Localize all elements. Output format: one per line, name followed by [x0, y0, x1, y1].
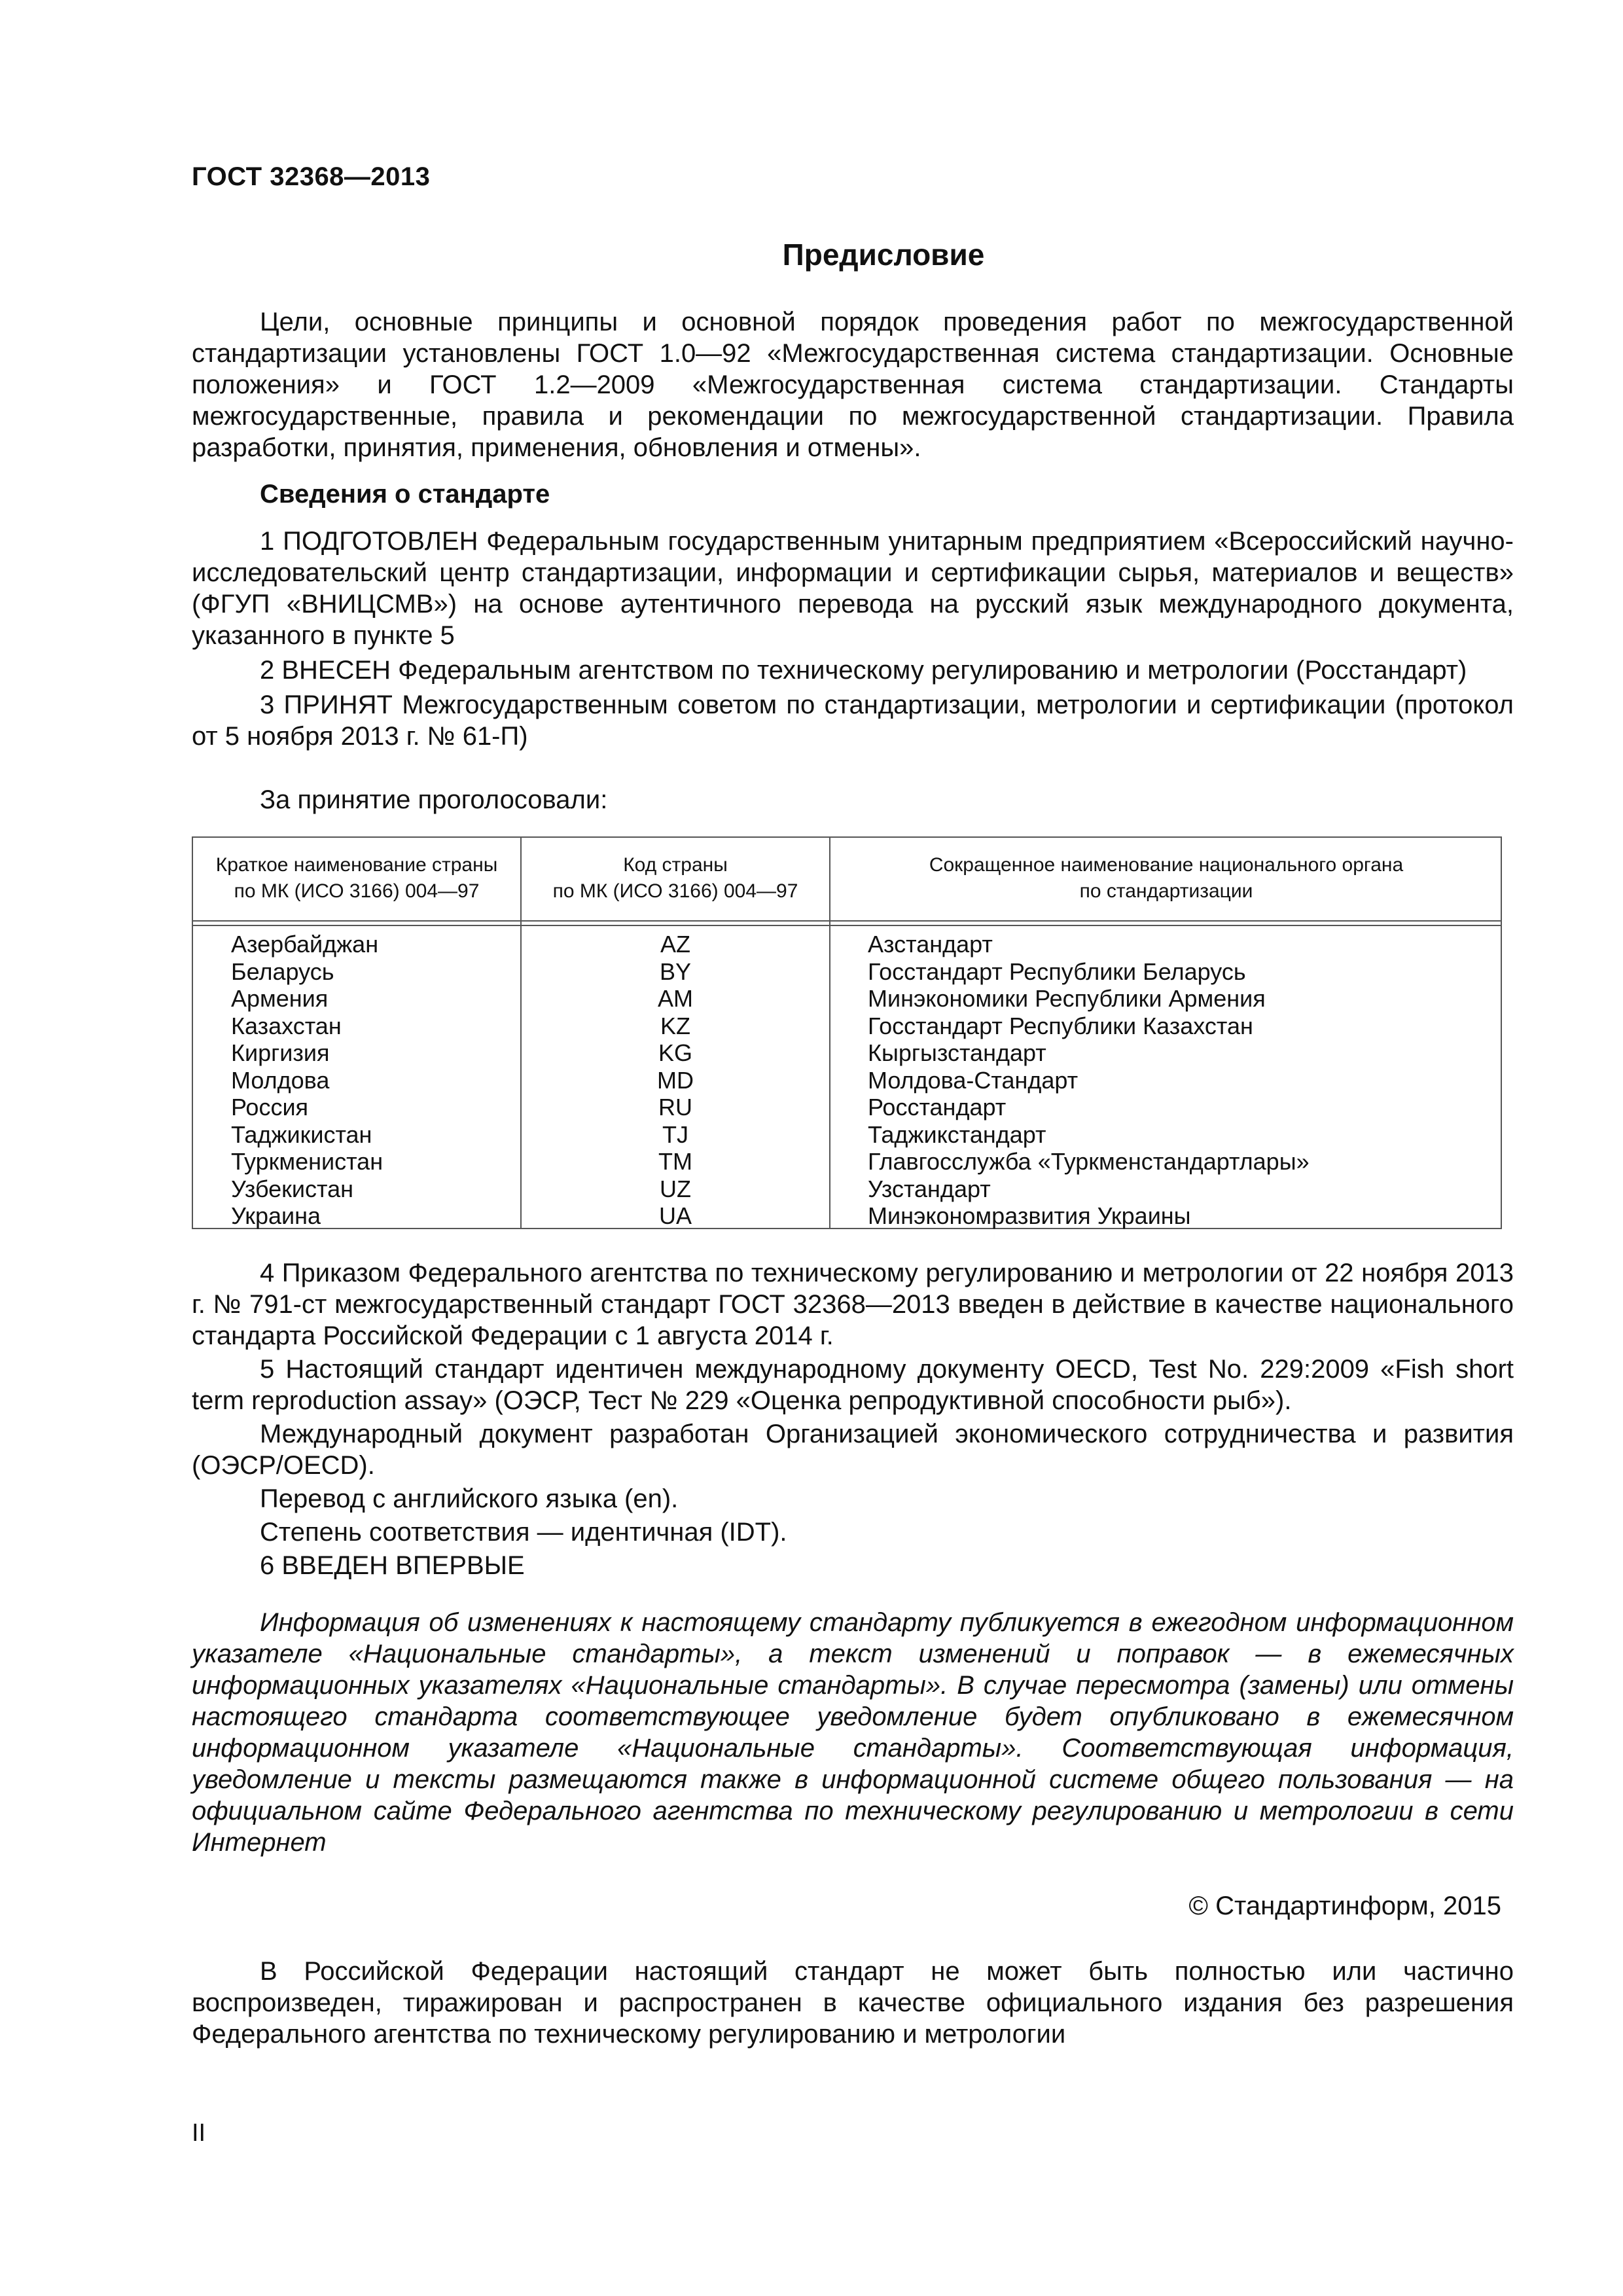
- table-row: [193, 1148, 1501, 1175]
- voting-countries-table: [192, 836, 1502, 1229]
- table-row: [193, 1202, 1501, 1230]
- country-name: Беларусь: [231, 958, 334, 985]
- country-name: Армения: [231, 985, 329, 1012]
- standards-body: Азстандарт: [868, 931, 993, 958]
- copyright: © Стандартинформ, 2015: [1188, 1892, 1501, 1920]
- country-code: TJ: [662, 1121, 688, 1148]
- table-row: [193, 958, 1501, 986]
- country-name: Молдова: [231, 1066, 330, 1094]
- country-code: TM: [658, 1148, 692, 1175]
- item-developer: Международный документ разработан Организацией экономического сотрудничества и развития (ОЭСР/OECD).: [192, 1420, 1514, 1480]
- page-title: Предисловие: [782, 238, 985, 272]
- country-code: KZ: [660, 1012, 690, 1039]
- table-header-rule: [193, 920, 1501, 922]
- country-name: Казахстан: [231, 1012, 342, 1039]
- column-header-country: Краткое наименование страны по МК (ИСО 3166) 004—97: [215, 854, 498, 902]
- table-row: [193, 1013, 1501, 1040]
- item-first-introduced: 6 ВВЕДЕН ВПЕРВЫЕ: [260, 1551, 525, 1580]
- rights-paragraph: В Российской Федерации настоящий стандарт не может быть полностью или частично воспроизведен, тиражирован и распространен в качестве официального издания без разрешения Федерального агентства по техническому регулированию и метрологии: [192, 1957, 1514, 2049]
- change-notice: [192, 1607, 1514, 1858]
- table-row: [193, 1039, 1501, 1067]
- standards-body: Госстандарт Республики Казахстан: [868, 1012, 1253, 1039]
- item-identical: 5 Настоящий стандарт идентичен международному документу OECD, Test No. 229:2009 «Fish short term reproduction assay» (ОЭСР, Тест № 229 «Оценка репродуктивной способности рыб»).: [192, 1355, 1514, 1415]
- country-code: UA: [658, 1202, 692, 1229]
- table-row: [193, 985, 1501, 1013]
- item-submitted: 2 ВНЕСЕН Федеральным агентством по техническому регулированию и метрологии (Росстандарт): [260, 656, 1467, 685]
- country-code: AZ: [660, 931, 690, 958]
- column-header-code: Код страны по МК (ИСО 3166) 004—97: [552, 854, 798, 902]
- table-row: [193, 1121, 1501, 1149]
- country-name: Туркменистан: [231, 1148, 383, 1175]
- standards-body: Таджикстандарт: [868, 1121, 1046, 1148]
- standards-body: Молдова-Стандарт: [868, 1066, 1079, 1094]
- table-row: [193, 1067, 1501, 1094]
- country-name: Таджикистан: [231, 1121, 372, 1148]
- standards-body: Госстандарт Республики Беларусь: [868, 958, 1246, 985]
- standards-body: Узстандарт: [868, 1175, 991, 1202]
- document-code: ГОСТ 32368—2013: [192, 162, 431, 191]
- country-code: KG: [658, 1039, 692, 1066]
- item-translation: Перевод с английского языка (en).: [260, 1484, 679, 1513]
- table-row: [193, 931, 1501, 958]
- standards-body: Кыргызстандарт: [868, 1039, 1046, 1066]
- column-header-organization: Сокращенное наименование национального органа по стандартизации: [929, 854, 1404, 902]
- country-name: Узбекистан: [231, 1175, 354, 1202]
- table-body: [193, 931, 1501, 1230]
- country-name: Киргизия: [231, 1039, 330, 1066]
- country-name: Россия: [231, 1094, 309, 1121]
- country-name: Азербайджан: [231, 931, 379, 958]
- country-code: AM: [658, 985, 693, 1012]
- page-number: II: [192, 2119, 206, 2147]
- item-degree: Степень соответствия — идентичная (IDT).: [260, 1518, 787, 1547]
- table-row: [193, 1175, 1501, 1203]
- intro-section: [192, 306, 1514, 463]
- item-adopted: 3 ПРИНЯТ Межгосударственным советом по стандартизации, метрологии и сертификации (протокол от 5 ноября 2013 г. № 61-П): [192, 691, 1514, 751]
- country-code: BY: [659, 958, 692, 985]
- standard-info-section: [192, 526, 1514, 755]
- section-heading: Сведения о стандарте: [260, 480, 550, 509]
- rights-section: [192, 1956, 1514, 2050]
- standards-body: Главгосслужба «Туркменстандартлары»: [868, 1148, 1310, 1175]
- standards-body: Росстандарт: [868, 1094, 1007, 1121]
- country-name: Украина: [231, 1202, 321, 1229]
- voted-label: За принятие проголосовали:: [260, 785, 608, 814]
- standards-body: Минэкономики Республики Армения: [868, 985, 1266, 1012]
- country-code: UZ: [660, 1175, 691, 1202]
- enactment-section: [192, 1257, 1514, 1583]
- change-notice-text: Информация об изменениях к настоящему стандарту публикуется в ежегодном информационном указателе «Национальные стандарты», а текст изменений и поправок — в ежемесячных информационных указателях «Национальные стандарты». В случае пересмотра (замены) или отмены настоящего стандарта соответствующее уведомление будет опубликовано в ежемесячном информационном указателе «Национальные стандарты». Соответствующая информация, уведомление и тексты размещаются также в информационной системе общего пользования — на официальном сайте Федерального агентства по техническому регулированию и метрологии в сети Интернет: [192, 1608, 1514, 1857]
- table-row: [193, 1094, 1501, 1121]
- country-code: MD: [657, 1066, 694, 1094]
- intro-paragraph: Цели, основные принципы и основной порядок проведения работ по межгосударственной стандартизации установлены ГОСТ 1.0—92 «Межгосударственная система стандартизации. Основные положения» и ГОСТ 1.2—2009 «Межгосударственная система стандартизации. Стандарты межгосударственные, правила и рекомендации по межгосударственной стандартизации. Правила разработки, принятия, применения, обновления и отмены».: [192, 308, 1514, 462]
- country-code: RU: [658, 1094, 692, 1121]
- standards-body: Минэкономразвития Украины: [868, 1202, 1191, 1229]
- item-prepared: 1 ПОДГОТОВЛЕН Федеральным государственным унитарным предприятием «Всероссийский научно-исследовательский центр стандартизации, информации и сертификации сырья, материалов и веществ» (ФГУП «ВНИЦСМВ») на основе аутентичного перевода на русский язык международного документа, указанного в пункте 5: [192, 527, 1514, 650]
- item-enacted: 4 Приказом Федерального агентства по техническому регулированию и метрологии от 22 ноября 2013 г. № 791-ст межгосударственный стандарт ГОСТ 32368—2013 введен в действие в качестве национального стандарта Российской Федерации с 1 августа 2014 г.: [192, 1259, 1514, 1350]
- table-header-rule: [193, 925, 1501, 926]
